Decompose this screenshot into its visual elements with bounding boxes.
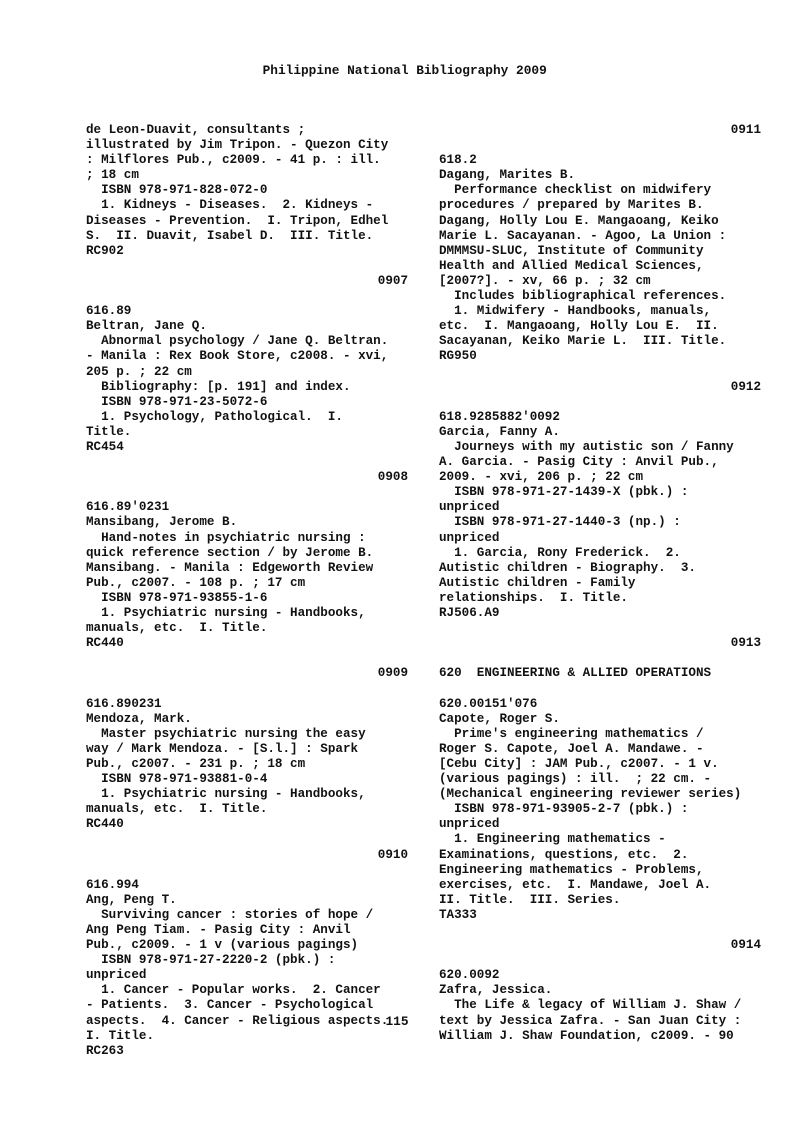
entry-line: 616.890231	[86, 696, 162, 711]
entry-number: 0913	[730, 636, 761, 651]
entry-line: I. Title.	[86, 1028, 155, 1043]
spacer	[439, 621, 761, 636]
left-column	[86, 123, 408, 1059]
entry-line: Journeys with my autistic son / Fanny	[439, 439, 734, 454]
entry-line: Abnormal psychology / Jane Q. Beltran.	[86, 334, 389, 349]
entry-line: Marie L. Sacayanan. - Agoo, La Union :	[439, 228, 727, 243]
spacer	[439, 953, 761, 968]
entry-line: ISBN 978-971-27-1440-3 (np.) :	[439, 515, 681, 530]
entry-line: unpriced	[439, 500, 500, 515]
entry-line: etc. I. Mangaoang, Holly Lou E. II.	[439, 319, 719, 334]
spacer	[86, 455, 408, 470]
entry-line: manuals, etc. I. Title.	[86, 621, 268, 636]
entry-line: Dagang, Holly Lou E. Mangaoang, Keiko	[439, 213, 719, 228]
entry-line: ISBN 978-971-27-1439-X (pbk.) :	[439, 485, 689, 500]
bib-entry-cont	[86, 123, 408, 259]
page-header	[0, 47, 794, 79]
spacer	[439, 651, 761, 666]
entry-line: RC440	[86, 817, 124, 832]
entry-line: Mansibang, Jerome B.	[86, 515, 238, 530]
entry-line: Examinations, questions, etc. 2.	[439, 847, 689, 862]
entry-line: Pub., c2007. - 108 p. ; 17 cm	[86, 575, 306, 590]
entry-line: Beltran, Jane Q.	[86, 319, 207, 334]
entry-line: Pub., c2009. - 1 v (various pagings)	[86, 938, 359, 953]
bib-entry-0912	[439, 365, 761, 622]
entry-line: RJ506.A9	[439, 606, 500, 620]
entry-line: Sacayanan, Keiko Marie L. III. Title.	[439, 334, 727, 349]
bibliography-title: Philippine National Bibliography 2009	[262, 63, 547, 78]
entry-line: : Milflores Pub., c2009. - 41 p. : ill.	[86, 153, 381, 168]
entry-line: 616.994	[86, 877, 139, 892]
spacer	[86, 681, 408, 696]
entry-line: relationships. I. Title.	[439, 590, 628, 605]
entry-line: - Patients. 3. Cancer - Psychological	[86, 998, 374, 1013]
entry-line: quick reference section / by Jerome B.	[86, 545, 374, 560]
entry-line: unpriced	[439, 817, 500, 832]
entry-line: procedures / prepared by Marites B.	[439, 198, 704, 213]
entry-line: - Manila : Rex Book Store, c2008. - xvi,	[86, 349, 389, 364]
bib-entry-0913	[439, 621, 761, 923]
entry-line: [Cebu City] : JAM Pub., c2007. - 1 v.	[439, 756, 719, 771]
entry-line: Dagang, Marites B.	[439, 168, 576, 183]
entry-line: 618.9285882'0092	[439, 409, 560, 424]
entry-line: manuals, etc. I. Title.	[86, 802, 268, 817]
entry-number: 0907	[377, 273, 408, 288]
entry-line: Autistic children - Biography. 3.	[439, 560, 696, 575]
entry-line: RG950	[439, 349, 477, 364]
entry-line: Surviving cancer : stories of hope /	[86, 907, 374, 922]
spacer	[86, 832, 408, 847]
entry-line: unpriced	[86, 968, 147, 983]
entry-line: Master psychiatric nursing the easy	[86, 726, 366, 741]
entry-line: ISBN 978-971-93881-0-4	[86, 772, 268, 787]
entry-line: Health and Allied Medical Sciences,	[439, 258, 704, 273]
entry-line: Zafra, Jessica.	[439, 983, 553, 998]
entry-line: II. Title. III. Series.	[439, 892, 621, 907]
bib-entry-0908	[86, 455, 408, 651]
entry-line: ISBN 978-971-828-072-0	[86, 183, 268, 198]
bib-entry-0907	[86, 259, 408, 455]
entry-line: S. II. Duavit, Isabel D. III. Title.	[86, 228, 374, 243]
entry-number: 0914	[730, 938, 761, 953]
entry-line: Mansibang. - Manila : Edgeworth Review	[86, 560, 374, 575]
entry-line: 620.00151'076	[439, 696, 538, 711]
spacer	[439, 681, 761, 696]
entry-line: William J. Shaw Foundation, c2009. - 90	[439, 1028, 734, 1043]
entry-number: 0909	[377, 666, 408, 681]
page-number: 115	[385, 1014, 409, 1029]
bib-entry-0909	[86, 651, 408, 832]
entry-line: Ang Peng Tiam. - Pasig City : Anvil	[86, 922, 351, 937]
entry-line: Hand-notes in psychiatric nursing :	[86, 530, 366, 545]
entry-line: way / Mark Mendoza. - [S.l.] : Spark	[86, 741, 359, 756]
entry-line: 1. Midwifery - Handbooks, manuals,	[439, 304, 712, 319]
entry-line: RC263	[86, 1043, 124, 1058]
entry-line: (Mechanical engineering reviewer series)	[439, 787, 742, 802]
entry-line: 2009. - xvi, 206 p. ; 22 cm	[439, 470, 644, 485]
entry-line: ISBN 978-971-93855-1-6	[86, 590, 268, 605]
entry-line: Roger S. Capote, Joel A. Mandawe. -	[439, 741, 704, 756]
entry-line: TA333	[439, 907, 477, 922]
entry-line: Ang, Peng T.	[86, 892, 177, 907]
entry-number: 0911	[730, 123, 761, 137]
entry-number: 0912	[730, 379, 761, 394]
entry-number: 0908	[377, 470, 408, 485]
entry-line: [2007?]. - xv, 66 p. ; 32 cm	[439, 273, 651, 288]
entry-line: 1. Psychiatric nursing - Handbooks,	[86, 606, 366, 620]
entry-line: ISBN 978-971-93905-2-7 (pbk.) :	[439, 802, 689, 817]
entry-line: ISBN 978-971-27-2220-2 (pbk.) :	[86, 953, 336, 968]
entry-line: RC902	[86, 243, 124, 258]
entry-line: exercises, etc. I. Mandawe, Joel A.	[439, 877, 712, 892]
section-heading: 620 ENGINEERING & ALLIED OPERATIONS	[439, 666, 712, 681]
spacer	[439, 923, 761, 938]
bib-entry-0911	[439, 123, 761, 365]
entry-line: Capote, Roger S.	[439, 711, 560, 726]
entry-number: 0910	[377, 847, 408, 862]
entry-line: A. Garcia. - Pasig City : Anvil Pub.,	[439, 455, 719, 470]
entry-line: DMMMSU-SLUC, Institute of Community	[439, 243, 704, 258]
entry-line: ; 18 cm	[86, 168, 139, 183]
entry-line: 1. Engineering mathematics -	[439, 832, 666, 847]
entry-line: 1. Cancer - Popular works. 2. Cancer	[86, 983, 381, 998]
entry-line: Garcia, Fanny A.	[439, 424, 560, 439]
spacer	[439, 365, 761, 380]
spacer	[86, 485, 408, 500]
entry-line: 616.89	[86, 304, 132, 319]
spacer	[439, 138, 761, 153]
entry-line: 616.89'0231	[86, 500, 170, 515]
entry-line: 1. Psychology, Pathological. I.	[86, 409, 343, 424]
entry-line: unpriced	[439, 530, 500, 545]
entry-line: de Leon-Duavit, consultants ;	[86, 123, 306, 137]
entry-line: 1. Garcia, Rony Frederick. 2.	[439, 545, 681, 560]
entry-line: aspects. 4. Cancer - Religious aspects.	[86, 1013, 389, 1028]
entry-line: Prime's engineering mathematics /	[439, 726, 704, 741]
entry-line: Includes bibliographical references.	[439, 289, 727, 304]
entry-line: Bibliography: [p. 191] and index.	[86, 379, 351, 394]
entry-line: Diseases - Prevention. I. Tripon, Edhel	[86, 213, 389, 228]
entry-line: 1. Psychiatric nursing - Handbooks,	[86, 787, 366, 802]
entry-line: Title.	[86, 424, 132, 439]
entry-line: Pub., c2007. - 231 p. ; 18 cm	[86, 756, 306, 771]
entry-line: Autistic children - Family	[439, 575, 636, 590]
entry-line: (various pagings) : ill. ; 22 cm. -	[439, 772, 712, 787]
entry-line: The Life & legacy of William J. Shaw /	[439, 998, 742, 1013]
entry-line: 205 p. ; 22 cm	[86, 364, 192, 379]
entry-line: Mendoza, Mark.	[86, 711, 192, 726]
entry-line: illustrated by Jim Tripon. - Quezon City	[86, 138, 389, 153]
spacer	[86, 289, 408, 304]
entry-line: 1. Kidneys - Diseases. 2. Kidneys -	[86, 198, 374, 213]
entry-line: Performance checklist on midwifery	[439, 183, 712, 198]
right-column	[439, 123, 761, 1044]
spacer	[86, 651, 408, 666]
entry-line: RC454	[86, 439, 124, 454]
spacer	[86, 259, 408, 274]
entry-line: Engineering mathematics - Problems,	[439, 862, 704, 877]
spacer	[439, 395, 761, 410]
spacer	[86, 863, 408, 878]
entry-line: ISBN 978-971-23-5072-6	[86, 394, 268, 409]
entry-line: text by Jessica Zafra. - San Juan City :	[439, 1013, 742, 1028]
entry-line: RC440	[86, 636, 124, 651]
entry-line: 620.0092	[439, 968, 500, 983]
entry-line: 618.2	[439, 153, 477, 168]
